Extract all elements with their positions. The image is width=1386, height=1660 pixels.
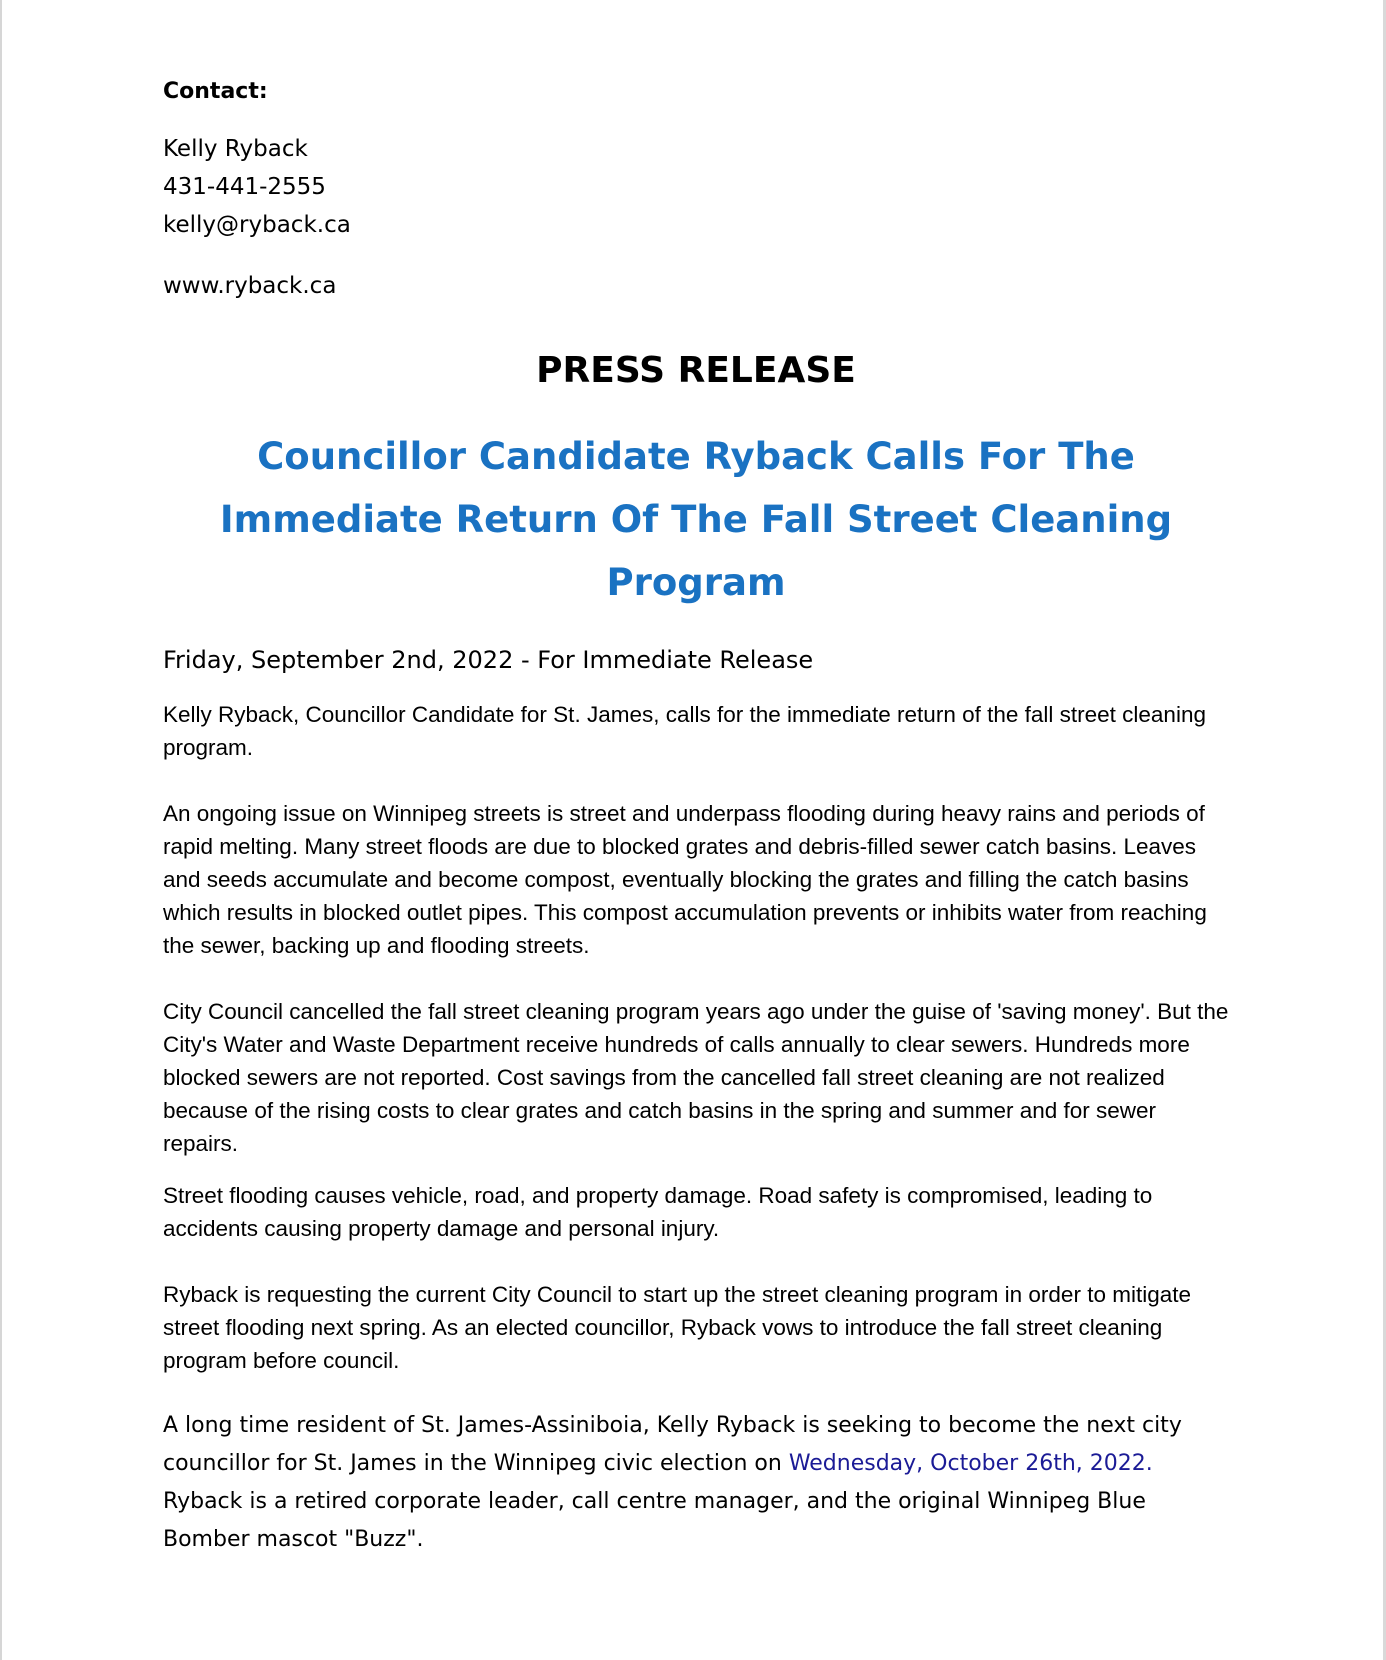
contact-phone: 431-441-2555 xyxy=(163,174,326,200)
page-edge-left xyxy=(0,0,2,1660)
document-body xyxy=(163,72,1229,1559)
contact-name: Kelly Ryback xyxy=(163,136,308,162)
contact-email[interactable]: kelly@ryback.ca xyxy=(163,212,351,238)
contact-label: Contact: xyxy=(163,79,268,104)
closing-text-after: Ryback is a retired corporate leader, call centre manager, and the original Winnipeg Blue Bomber mascot "Buzz". xyxy=(163,1489,1146,1552)
body-paragraph-3: City Council cancelled the fall street cleaning program years ago under the guise of 'saving money'. But the City's Water and Waste Department receive hundreds of calls annually to clear sewers. Hundreds more blocked sewers are not reported. Cost savings from the cancelled fall street cleaning are not realized because of the rising costs to clear grates and catch basins in the spring and summer and for sewer repairs. xyxy=(163,999,1229,1156)
contact-block xyxy=(163,72,1229,305)
contact-website[interactable]: www.ryback.ca xyxy=(163,273,337,299)
headline: Councillor Candidate Ryback Calls For The Immediate Return Of The Fall Street Cleaning Program xyxy=(219,435,1173,604)
body-paragraph-4: Street flooding causes vehicle, road, and property damage. Road safety is compromised, leading to accidents causing property damage and personal injury. xyxy=(163,1183,1153,1241)
dateline: Friday, September 2nd, 2022 - For Immediate Release xyxy=(163,646,814,674)
body-paragraph-2: An ongoing issue on Winnipeg streets is street and underpass flooding during heavy rains and periods of rapid melting. Many street floods are due to blocked grates and debris-filled sewer catch basins. Leaves and seeds accumulate and become compost, eventually blocking the grates and filling the catch basins which results in blocked outlet pipes. This compost accumulation prevents or inhibits water from reaching the sewer, backing up and flooding streets. xyxy=(163,801,1207,958)
press-release-title: PRESS RELEASE xyxy=(536,350,856,391)
body-paragraph-5: Ryback is requesting the current City Council to start up the street cleaning program in order to mitigate street flooding next spring. As an elected councillor, Ryback vows to introduce the fall street cleaning program before council. xyxy=(163,1282,1191,1373)
body-paragraph-1: Kelly Ryback, Councillor Candidate for St. James, calls for the immediate return of the fall street cleaning program. xyxy=(163,702,1206,760)
closing-paragraph xyxy=(163,1407,1229,1559)
closing-text-before: A long time resident of St. James-Assiniboia, Kelly Ryback is seeking to become the next city councillor for St. James in the Winnipeg civic election on xyxy=(163,1413,1182,1476)
election-date: Wednesday, October 26th, 2022. xyxy=(788,1451,1153,1476)
